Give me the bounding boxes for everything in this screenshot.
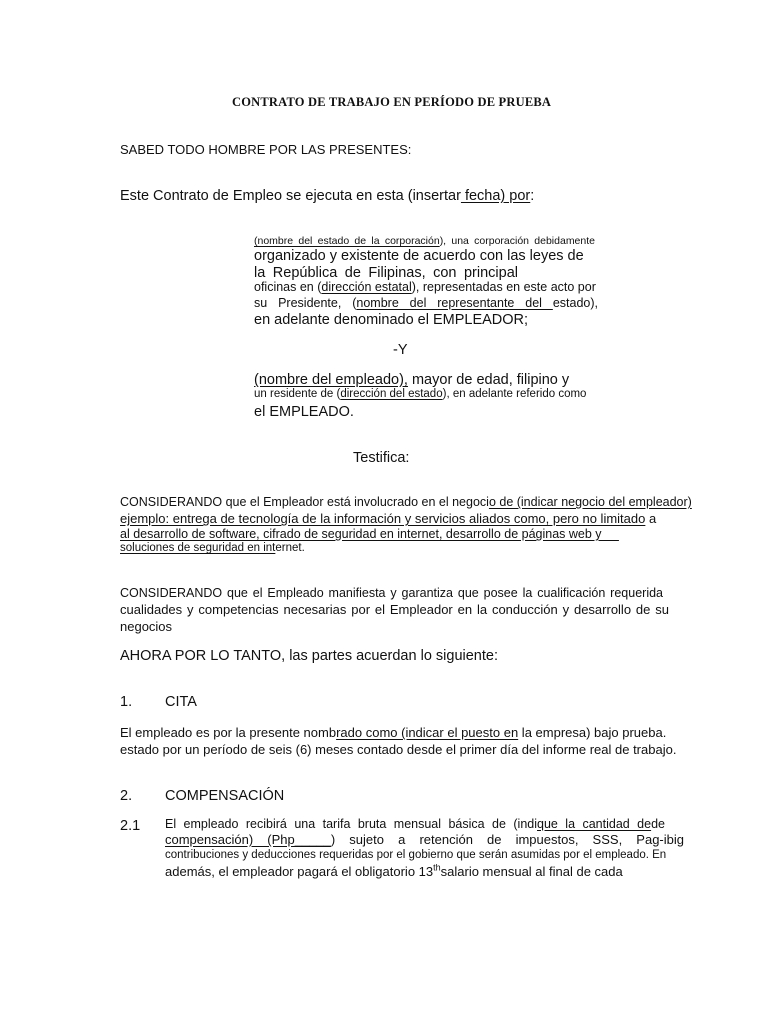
employer-line-6: en adelante denominado el EMPLEADOR; <box>254 312 529 328</box>
employer-business-placeholder: o de (indicar negocio del empleador) <box>488 495 692 509</box>
section1-line-2: estado por un período de seis (6) meses contado desde el primer día del informe real de trabajo. <box>120 742 677 757</box>
whereas1-line-1 <box>120 495 692 509</box>
position-placeholder: rado como (indicar el puesto en <box>336 725 519 740</box>
employee-line-2 <box>254 388 586 400</box>
compensation-amount-placeholder: que la cantidad de <box>537 817 652 831</box>
clause21-line-3: contribuciones y deducciones requeridas por el gobierno que serán asumidas por el empleado. En <box>165 849 667 861</box>
whereas1-line-3 <box>120 527 619 541</box>
employer-line-4 <box>254 280 596 294</box>
section1-line-1-a: El empleado es por la presente nomb <box>120 725 337 740</box>
whereas1-line-2-b: a <box>645 511 657 526</box>
section1-number: 1. <box>120 694 133 710</box>
section2-heading: COMPENSACIÓN <box>165 788 285 804</box>
clause21-line-2-b: ) sujeto a retención de impuestos, SSS, Pag-ibig <box>330 832 684 847</box>
employee-name-placeholder: (nombre del empleado), <box>254 372 408 388</box>
employer-line-5 <box>254 296 598 310</box>
clause21-line-4 <box>165 864 623 879</box>
state-address-placeholder: dirección estatal <box>321 280 412 294</box>
clause21-line-2 <box>165 832 684 847</box>
whereas2-line-3: negocios <box>120 619 173 634</box>
intro-text: Este Contrato de Empleo se ejecuta en esta (insertar <box>120 188 461 204</box>
employer-name-placeholder: (nombre del estado de la corporación <box>254 235 440 247</box>
representative-placeholder: nombre del representante del <box>356 296 553 310</box>
employer-line-4-a: oficinas en ( <box>254 280 322 294</box>
intro-line <box>120 188 534 204</box>
employee-line-1 <box>254 372 569 388</box>
whereas1-line-2-u: ejemplo: entrega de tecnología de la información y servicios aliados como, pero no limitado <box>120 511 646 526</box>
clause21-line-1-b: de <box>651 817 665 831</box>
employee-line-3: el EMPLEADO. <box>254 404 354 420</box>
clause21-line-4-a: además, el empleador pagará el obligatorio 13 <box>165 864 434 879</box>
intro-date-placeholder: fecha) por <box>460 188 531 204</box>
employer-line-2: organizado y existente de acuerdo con las leyes de <box>254 248 584 264</box>
whereas1-line-4-u: soluciones de seguridad en int <box>120 542 276 554</box>
thirteenth-superscript: th <box>433 862 441 873</box>
employer-line-3: la República de Filipinas, con principal <box>254 265 518 281</box>
employer-line-4-b: ), representadas en este acto por <box>411 280 596 294</box>
section1-heading: CITA <box>165 694 197 710</box>
clause21-line-1 <box>165 817 665 831</box>
intro-colon: : <box>530 188 535 204</box>
employer-line-1-rest: ), una corporación debidamente <box>439 235 595 247</box>
whereas1-line-4 <box>120 542 305 554</box>
employee-line-2-b: ), en adelante referido como <box>442 388 587 400</box>
whereas1-line-4-b: ernet. <box>275 542 305 554</box>
whereas2-line-1: CONSIDERANDO que el Empleado manifiesta y garantiza que posee la cualificación requerida <box>120 586 663 600</box>
whereas1-line-3-u: al desarrollo de software, cifrado de seguridad en internet, desarrollo de páginas web y <box>120 527 619 541</box>
section1-line-1 <box>120 725 666 740</box>
and-separator: -Y <box>393 342 408 358</box>
employer-line-5-b: estado), <box>552 296 598 310</box>
now-therefore: AHORA POR LO TANTO, las partes acuerdan lo siguiente: <box>120 648 498 664</box>
witnesseth: Testifica: <box>353 450 410 466</box>
salutation: SABED TODO HOMBRE POR LAS PRESENTES: <box>120 142 412 157</box>
section2-number: 2. <box>120 788 133 804</box>
clause21-line-4-b: salario mensual al final de cada <box>440 864 623 879</box>
employee-line-1-rest: mayor de edad, filipino y <box>407 372 570 388</box>
document-title: CONTRATO DE TRABAJO EN PERÍODO DE PRUEBA <box>232 95 552 109</box>
whereas2-line-2: cualidades y competencias necesarias por el Empleador en la conducción y desarrollo de su <box>120 602 669 617</box>
whereas1-line-2 <box>120 511 656 526</box>
clause21-number: 2.1 <box>120 818 141 834</box>
employee-line-2-a: un residente de ( <box>254 388 341 400</box>
whereas1-line-1-a: CONSIDERANDO que el Empleador está involucrado en el negoci <box>120 495 489 509</box>
employer-line-5-a: su Presidente, ( <box>254 296 357 310</box>
employee-address-placeholder: dirección del estado <box>340 388 443 400</box>
section1-line-1-b: la empresa) bajo prueba. <box>518 725 667 740</box>
php-amount-placeholder: compensación) (Php_____ <box>165 832 331 847</box>
employer-line-1 <box>254 235 595 247</box>
clause21-line-1-a: El empleado recibirá una tarifa bruta mensual básica de (indi <box>165 817 538 831</box>
